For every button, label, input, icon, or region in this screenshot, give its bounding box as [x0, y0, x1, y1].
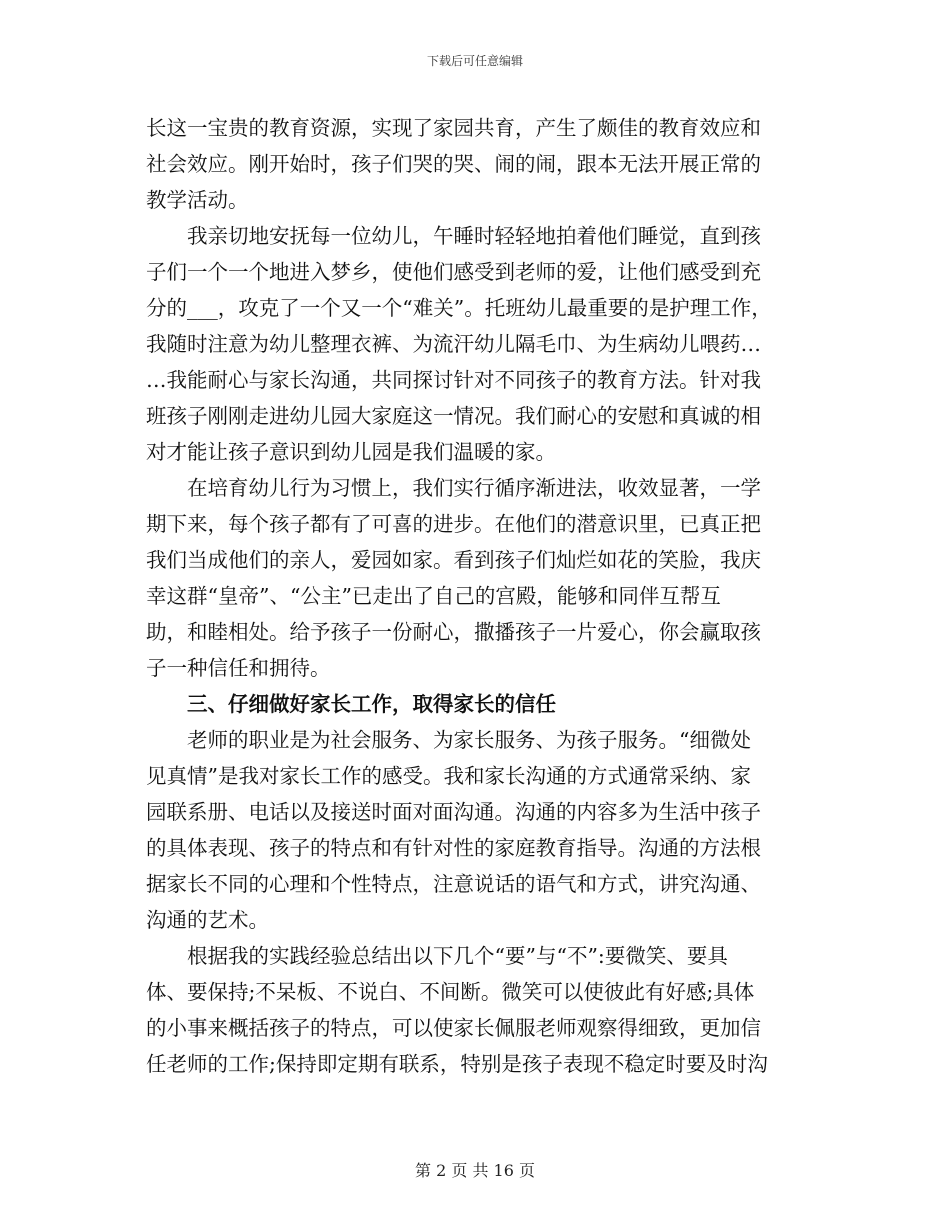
paragraph-start-line: 我亲切地安抚每一位幼儿，午睡时轻轻地拍着他们睡觉，直到孩 — [187, 224, 761, 248]
body-line: 对才能让孩子意识到幼儿园是我们温暖的家。 — [146, 440, 556, 464]
paragraph-start-line: 在培育幼儿行为习惯上，我们实行循序渐进法，收效显著，一学 — [187, 476, 761, 500]
body-line: 期下来，每个孩子都有了可喜的进步。在他们的潜意识里，已真正把 — [146, 512, 761, 536]
document-body — [146, 110, 816, 1082]
paragraph-start-line: 根据我的实践经验总结出以下几个“要”与“不”:要微笑、要具 — [187, 944, 728, 968]
body-line: 助，和睦相处。给予孩子一份耐心，撒播孩子一片爱心，你会赢取孩 — [146, 620, 761, 644]
page-header: 下载后可任意编辑 — [426, 54, 523, 68]
body-line: …我能耐心与家长沟通，共同探讨针对不同孩子的教育方法。针对我 — [146, 368, 761, 392]
body-line: 任老师的工作;保持即定期有联系，特别是孩子表现不稳定时要及时沟 — [146, 1052, 768, 1076]
body-line: 我随时注意为幼儿整理衣裤、为流汗幼儿隔毛巾、为生病幼儿喂药… — [146, 332, 761, 356]
body-line: 子一种信任和拥待。 — [146, 656, 331, 680]
body-line: 班孩子刚刚走进幼儿园大家庭这一情况。我们耐心的安慰和真诚的相 — [146, 404, 761, 428]
body-line: 园联系册、电话以及接送时面对面沟通。沟通的内容多为生活中孩子 — [146, 800, 761, 824]
page-footer: 第 2 页 共 16 页 — [415, 1161, 535, 1180]
body-line: 分的___，攻克了一个又一个“难关”。托班幼儿最重要的是护理工作， — [146, 296, 772, 320]
body-line: 的具体表现、孩子的特点和有针对性的家庭教育指导。沟通的方法根 — [146, 836, 761, 860]
paragraph-start-line: 老师的职业是为社会服务、为家长服务、为孩子服务。“细微处 — [187, 728, 751, 752]
body-line: 长这一宝贵的教育资源，实现了家园共育，产生了颇佳的教育效应和 — [146, 116, 761, 140]
body-line: 体、要保持;不呆板、不说白、不间断。微笑可以使彼此有好感;具体 — [146, 980, 755, 1004]
body-line: 社会效应。刚开始时，孩子们哭的哭、闹的闹，跟本无法开展正常的 — [146, 152, 761, 176]
body-line: 的小事来概括孩子的特点，可以使家长佩服老师观察得细致，更加信 — [146, 1016, 761, 1040]
body-line: 见真情”是我对家长工作的感受。我和家长沟通的方式通常采纳、家 — [146, 764, 751, 788]
body-line: 子们一个一个地进入梦乡，使他们感受到老师的爱，让他们感受到充 — [146, 260, 761, 284]
body-line: 沟通的艺术。 — [146, 908, 269, 932]
body-line: 据家长不同的心理和个性特点，注意说话的语气和方式，讲究沟通、 — [146, 872, 761, 896]
body-line: 教学活动。 — [146, 188, 249, 212]
section-heading: 三、仔细做好家长工作，取得家长的信任 — [187, 692, 556, 716]
body-line: 幸这群“皇帝”、“公主”已走出了自己的宫殿，能够和同伴互帮互 — [146, 584, 721, 608]
body-line: 我们当成他们的亲人，爱园如家。看到孩子们灿烂如花的笑脸，我庆 — [146, 548, 761, 572]
